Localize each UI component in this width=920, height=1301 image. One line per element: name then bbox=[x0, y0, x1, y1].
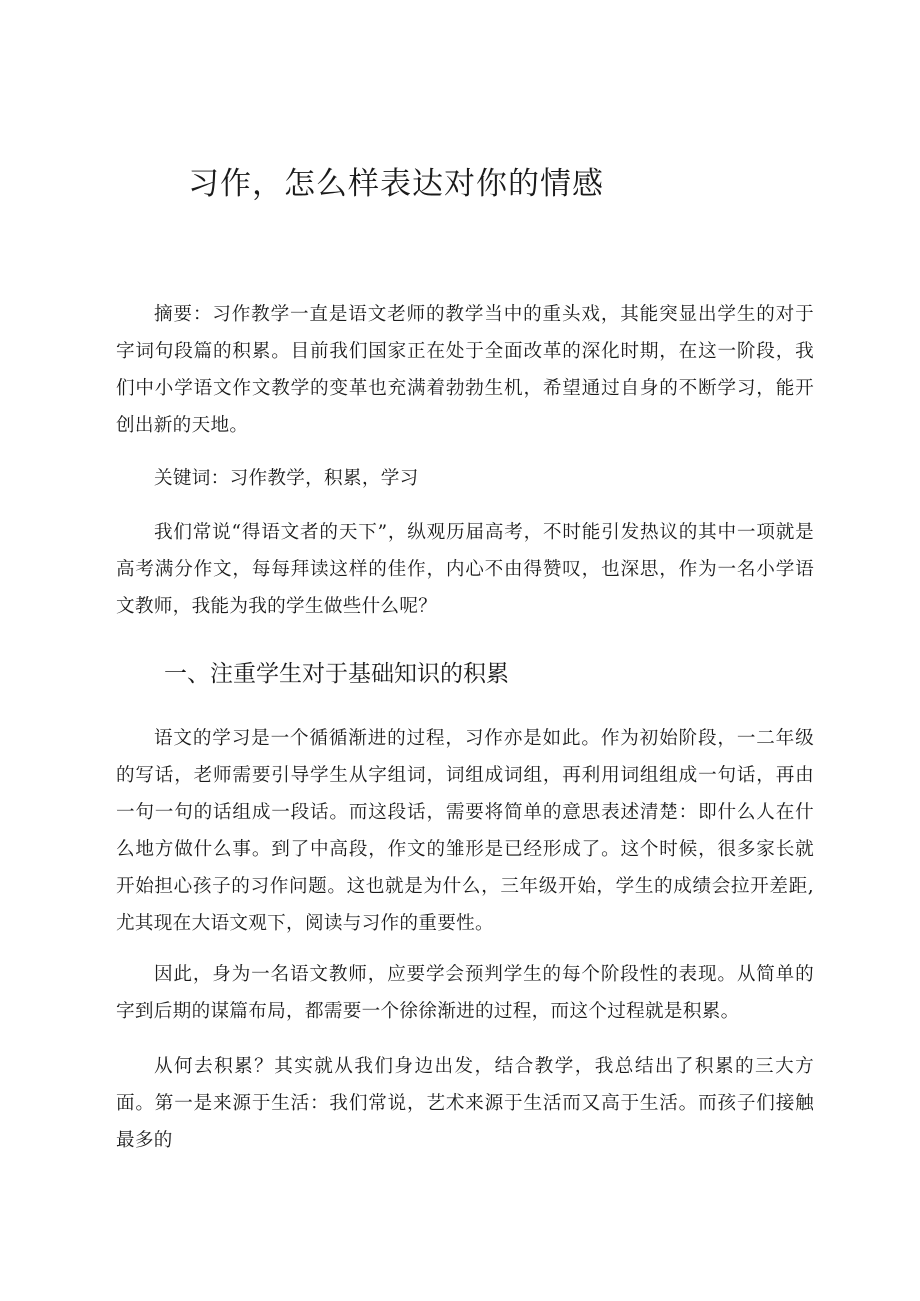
section-paragraph: 从何去积累？其实就从我们身边出发，结合教学，我总结出了积累的三大方面。第一是来源于生活：我们常说，艺术来源于生活而又高于生活。而孩子们接触最多的 bbox=[116, 1056, 814, 1151]
document-title: 习作，怎么样表达对你的情感 bbox=[188, 166, 604, 202]
section-paragraph: 语文的学习是一个循循渐进的过程，习作亦是如此。作为初始阶段，一二年级的写话，老师需要引导学生从字组词，词组成词组，再利用词组组成一句话，再由一句一句的话组成一段话。而这段话，需要将简单的意思表述清楚：即什么人在什么地方做什么事。到了中高段，作文的雏形是已经形成了。这个时候，很多家长就开始担心孩子的习作问题。这也就是为什么，三年级开始，学生的成绩会拉开差距,尤其现在大语文观下，阅读与习作的重要性。 bbox=[116, 728, 814, 934]
section-paragraph: 因此，身为一名语文教师，应要学会预判学生的每个阶段性的表现。从简单的字到后期的谋篇布局，都需要一个徐徐渐进的过程，而这个过程就是积累。 bbox=[116, 964, 814, 1022]
intro-paragraph: 我们常说“得语文者的天下”，纵观历届高考，不时能引发热议的其中一项就是高考满分作文，每每拜读这样的佳作，内心不由得赞叹，也深思，作为一名小学语文教师，我能为我的学生做些什么呢？ bbox=[116, 522, 814, 617]
keywords-paragraph: 关键词：习作教学，积累，学习 bbox=[154, 468, 419, 489]
abstract-paragraph: 摘要：习作教学一直是语文老师的教学当中的重头戏，其能突显出学生的对于字词句段篇的积累。目前我们国家正在处于全面改革的深化时期，在这一阶段，我们中小学语文作文教学的变革也充满着勃勃生机，希望通过自身的不断学习，能开创出新的天地。 bbox=[116, 304, 814, 436]
section-heading: 一、注重学生对于基础知识的积累 bbox=[164, 661, 509, 687]
